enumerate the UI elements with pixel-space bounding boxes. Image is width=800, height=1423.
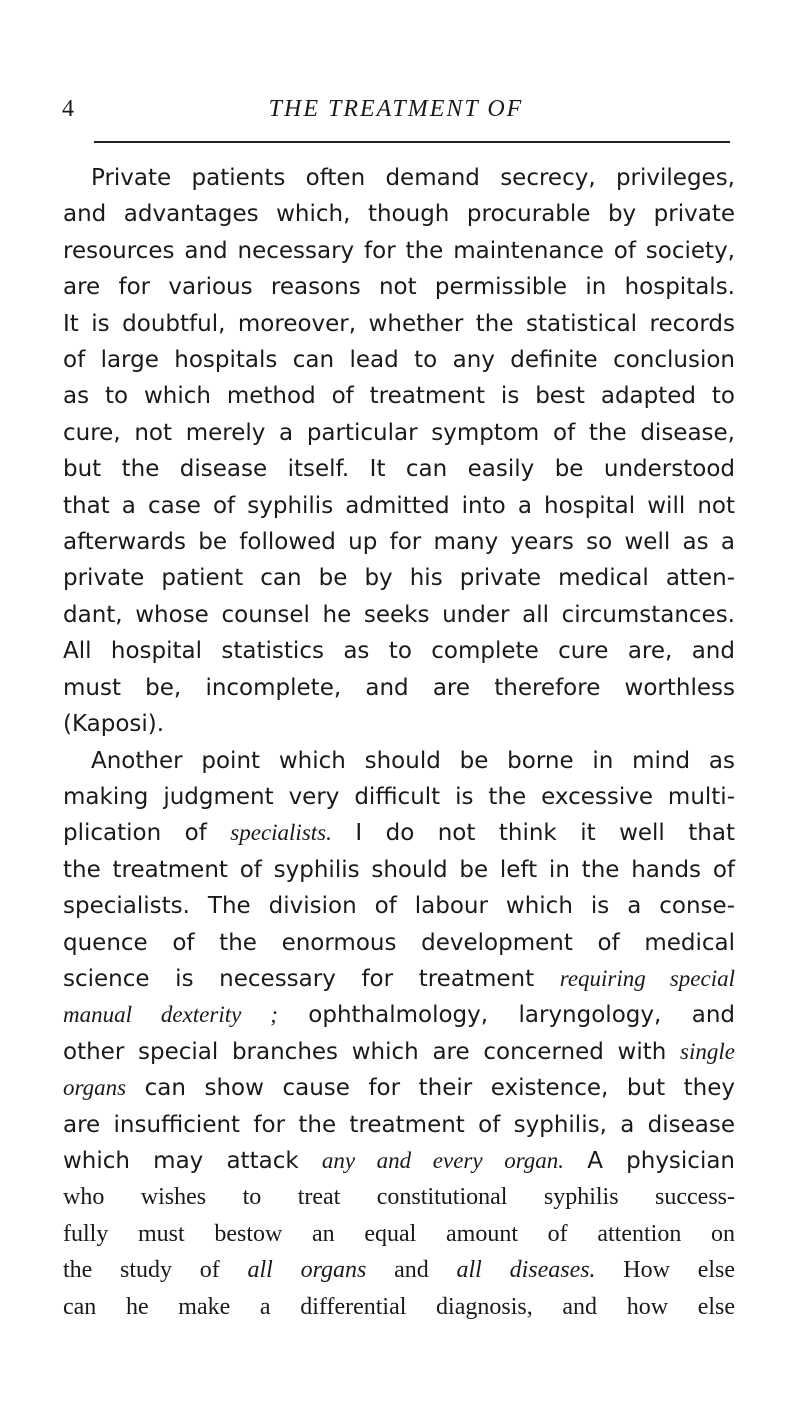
text-line: (Kaposi). bbox=[63, 711, 165, 738]
body-text bbox=[63, 160, 735, 1325]
text-line: the treatment of syphilis should be left in the hands of bbox=[63, 856, 735, 883]
text-line bbox=[63, 997, 735, 1033]
text-run: plication of bbox=[63, 820, 231, 847]
header-rule bbox=[94, 141, 730, 143]
italic-text: single bbox=[680, 1038, 735, 1064]
paragraph-2 bbox=[63, 743, 735, 1326]
text-line: Private patients often demand secrecy, privileges, bbox=[91, 165, 735, 191]
text-line: resources and necessary for the maintenance of society, bbox=[63, 237, 735, 264]
text-line bbox=[63, 1252, 735, 1288]
text-run: which may attack bbox=[63, 1147, 322, 1174]
italic-text: manual dexterity ; bbox=[63, 1002, 278, 1028]
italic-text: organs bbox=[63, 1075, 127, 1101]
page-number: 4 bbox=[62, 96, 74, 122]
text-line: but the disease itself. It can easily be understood bbox=[63, 456, 735, 483]
text-run: ophthalmology, laryngology, and bbox=[277, 1002, 735, 1029]
text-line: quence of the enormous development of medical bbox=[63, 929, 735, 956]
italic-text: requiring special bbox=[559, 965, 735, 991]
text-line bbox=[63, 1070, 735, 1106]
text-line: that a case of syphilis admitted into a hospital will not bbox=[63, 492, 735, 519]
text-run: science is necessary for treatment bbox=[63, 965, 560, 992]
text-line: who wishes to treat constitutional syphilis success- bbox=[63, 1184, 735, 1211]
text-line: private patient can be by his private medical atten- bbox=[63, 565, 735, 592]
text-line: are for various reasons not permissible in hospitals. bbox=[63, 274, 735, 301]
text-line bbox=[63, 815, 735, 851]
text-line: can he make a differential diagnosis, and how else bbox=[63, 1293, 735, 1320]
text-line: dant, whose counsel he seeks under all circumstances. bbox=[63, 601, 735, 628]
text-line: Another point which should be borne in mind as bbox=[91, 747, 735, 774]
italic-text: specialists. bbox=[230, 820, 332, 846]
italic-text: all organs bbox=[247, 1257, 367, 1284]
paragraph-1 bbox=[63, 160, 735, 743]
text-run: I do not think it well that bbox=[331, 820, 735, 847]
page-header bbox=[62, 96, 730, 136]
text-line: and advantages which, though procurable by private bbox=[63, 201, 735, 228]
text-run: and bbox=[366, 1257, 457, 1284]
text-line: It is doubtful, moreover, whether the statistical records bbox=[63, 310, 735, 337]
text-line: specialists. The division of labour which is a conse- bbox=[63, 893, 735, 920]
text-line: of large hospitals can lead to any definite conclusion bbox=[63, 347, 735, 374]
text-line bbox=[63, 1143, 735, 1179]
text-run: other special branches which are concerned with bbox=[63, 1038, 681, 1065]
italic-text: any and every organ. bbox=[321, 1147, 565, 1173]
text-run: A physician bbox=[564, 1147, 736, 1174]
italic-text: all diseases. bbox=[456, 1257, 596, 1284]
text-run: the study of bbox=[63, 1257, 248, 1284]
text-line bbox=[63, 1034, 735, 1070]
text-run: can show cause for their existence, but they bbox=[126, 1075, 735, 1102]
text-line bbox=[63, 961, 735, 997]
text-line: are insufficient for the treatment of syphilis, a disease bbox=[63, 1111, 735, 1138]
text-line: fully must bestow an equal amount of attention on bbox=[63, 1220, 735, 1247]
text-line: afterwards be followed up for many years so well as a bbox=[63, 529, 735, 556]
text-line: making judgment very difficult is the excessive multi- bbox=[63, 783, 735, 810]
text-line: must be, incomplete, and are therefore worthless bbox=[63, 674, 735, 701]
running-head: THE TREATMENT OF bbox=[268, 96, 524, 122]
text-run: How else bbox=[595, 1257, 736, 1284]
text-line: as to which method of treatment is best adapted to bbox=[63, 383, 735, 410]
text-line: cure, not merely a particular symptom of the disease, bbox=[63, 419, 735, 446]
text-line: All hospital statistics as to complete cure are, and bbox=[63, 638, 735, 665]
